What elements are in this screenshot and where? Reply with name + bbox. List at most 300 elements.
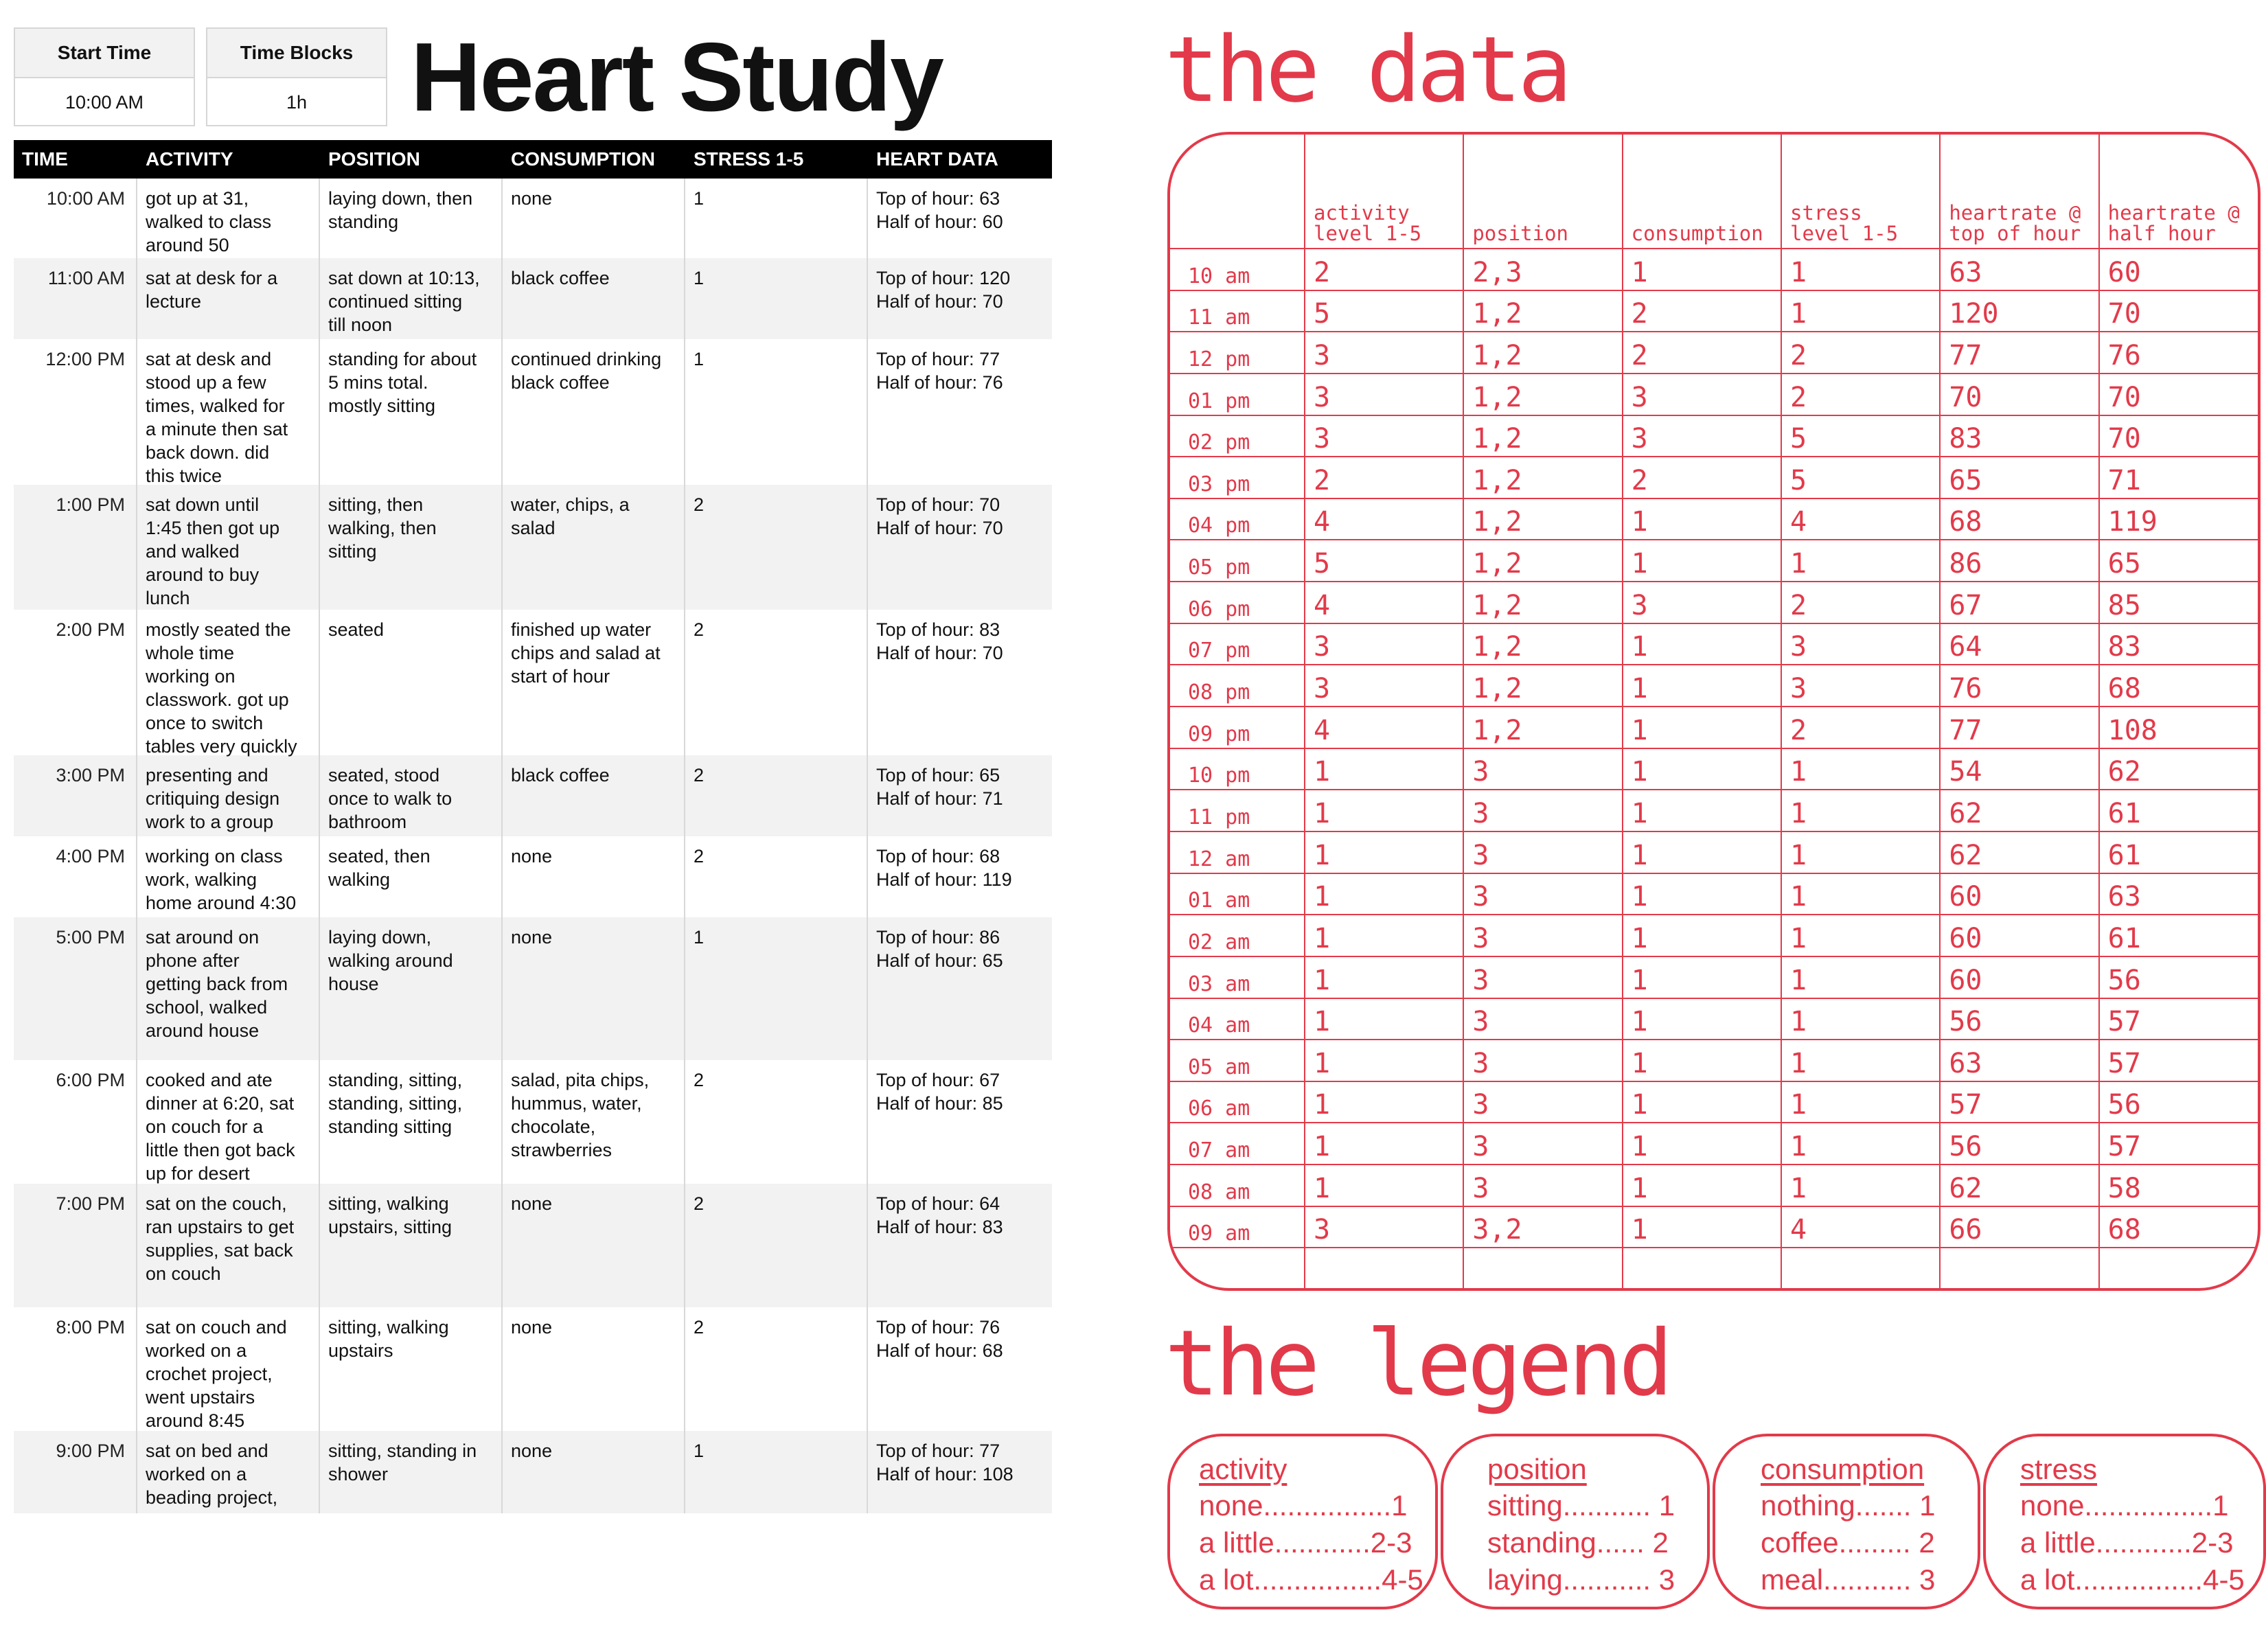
data-time-label: 02 pm [1170, 415, 1305, 457]
time-blocks-label: Time Blocks [207, 29, 386, 78]
data-cell: 61 [2099, 915, 2258, 956]
data-cell: 56 [1940, 1123, 2098, 1165]
sheet-cell-heart[interactable]: Top of hour: 83 Half of hour: 70 [876, 619, 1003, 663]
data-cell: 4 [1781, 1206, 1940, 1248]
sheet-cell-time[interactable]: 4:00 PM [14, 836, 137, 917]
sheet-cell-position[interactable]: sitting, standing in shower [320, 1431, 503, 1513]
data-empty-cell [2099, 1248, 2258, 1288]
data-row [1170, 1040, 2258, 1081]
data-cell: 3 [1463, 998, 1622, 1040]
sheet-cell-stress[interactable]: 1 [685, 917, 868, 1060]
sheet-row [14, 1431, 1052, 1513]
data-table-header [1170, 135, 2258, 249]
data-time-label: 07 pm [1170, 623, 1305, 665]
start-time-value[interactable]: 10:00 AM [65, 91, 144, 113]
data-cell: 68 [2099, 665, 2258, 707]
sheet-row [14, 610, 1052, 755]
data-cell: 1 [1623, 1165, 1781, 1206]
data-cell: 54 [1940, 748, 2098, 790]
sheet-cell-consumption[interactable]: black coffee [503, 755, 685, 836]
data-cell: 108 [2099, 707, 2258, 748]
sheet-cell-heart[interactable]: Top of hour: 68 Half of hour: 119 [876, 846, 1012, 890]
sheet-cell-activity[interactable]: sat on the couch, ran upstairs to get supplies, sat back on couch [137, 1184, 320, 1307]
data-row [1170, 873, 2258, 915]
sheet-cell-position[interactable]: standing, sitting, standing, sitting, standing sitting [320, 1060, 503, 1185]
sheet-cell-stress[interactable]: 2 [685, 610, 868, 758]
data-cell: 1,2 [1463, 707, 1622, 748]
data-cell: 68 [1940, 498, 2098, 540]
sheet-cell-position[interactable]: sitting, then walking, then sitting [320, 485, 503, 610]
data-empty-cell [1305, 1248, 1463, 1288]
sheet-cell-heart[interactable]: Top of hour: 120 Half of hour: 70 [876, 268, 1011, 312]
data-cell: 1 [1781, 1165, 1940, 1206]
data-time-label: 10 pm [1170, 748, 1305, 790]
data-cell: 1 [1305, 748, 1463, 790]
data-cell: 1,2 [1463, 332, 1622, 374]
legend-title: the legend [1165, 1311, 1669, 1416]
data-empty-cell [1781, 1248, 1940, 1288]
data-cell: 1 [1623, 707, 1781, 748]
sheet-cell-consumption[interactable]: none [503, 1431, 685, 1513]
data-row [1170, 332, 2258, 374]
data-cell: 3 [1463, 790, 1622, 831]
data-cell: 2 [1781, 582, 1940, 623]
legend-item: a little............2-3 [1199, 1526, 1412, 1559]
data-row [1170, 457, 2258, 498]
data-row [1170, 415, 2258, 457]
data-cell: 1 [1305, 1040, 1463, 1081]
sheet-cell-consumption[interactable]: salad, pita chips, hummus, water, chocolate, strawberries [503, 1060, 685, 1185]
data-cell: 60 [2099, 249, 2258, 290]
legend-item: standing...... 2 [1487, 1526, 1669, 1559]
data-cell: 3 [1463, 748, 1622, 790]
data-cell: 4 [1305, 582, 1463, 623]
sheet-cell-activity[interactable]: mostly seated the whole time working on classwork. got up once to switch tables very quickly [137, 610, 320, 758]
data-cell: 3 [1623, 374, 1781, 415]
data-cell: 3 [1623, 582, 1781, 623]
data-col-header: heartrate @ half hour [2099, 135, 2258, 249]
sheet-cell-consumption[interactable]: finished up water chips and salad at start of hour [503, 610, 685, 758]
data-row [1170, 998, 2258, 1040]
study-sheet [14, 140, 1052, 1513]
data-cell: 3 [1463, 873, 1622, 915]
start-time-label: Start Time [15, 29, 194, 78]
data-cell: 3 [1463, 915, 1622, 956]
data-cell: 3 [1305, 332, 1463, 374]
sheet-cell-heart[interactable]: Top of hour: 77 Half of hour: 108 [876, 1441, 1014, 1484]
sheet-cell-time[interactable]: 10:00 AM [14, 179, 137, 258]
data-cell: 61 [2099, 790, 2258, 831]
data-time-label: 04 pm [1170, 498, 1305, 540]
data-time-label: 07 am [1170, 1123, 1305, 1165]
data-cell: 4 [1305, 498, 1463, 540]
data-cell: 76 [2099, 332, 2258, 374]
sheet-cell-consumption[interactable]: continued drinking black coffee [503, 339, 685, 487]
data-cell: 1 [1781, 1040, 1940, 1081]
legend-group-title: consumption [1761, 1453, 1925, 1485]
data-table-frame [1167, 132, 2261, 1291]
data-cell: 4 [1781, 498, 1940, 540]
data-cell: 3 [1781, 665, 1940, 707]
data-cell: 70 [1940, 374, 2098, 415]
page-title: Heart Study [411, 23, 943, 132]
sheet-row [14, 1307, 1052, 1431]
data-cell: 63 [1940, 249, 2098, 290]
sheet-cell-heart[interactable]: Top of hour: 70 Half of hour: 70 [876, 494, 1003, 538]
data-cell: 3 [1781, 623, 1940, 665]
data-row [1170, 915, 2258, 956]
data-cell: 1 [1305, 790, 1463, 831]
sheet-col-header[interactable]: HEART DATA [876, 148, 998, 170]
sheet-cell-position[interactable]: seated, stood once to walk to bathroom [320, 755, 503, 836]
data-cell: 70 [2099, 374, 2258, 415]
data-row [1170, 374, 2258, 415]
data-cell: 57 [2099, 998, 2258, 1040]
data-time-label: 02 am [1170, 915, 1305, 956]
sheet-cell-heart[interactable]: Top of hour: 77 Half of hour: 76 [876, 349, 1003, 393]
legend-item: none................1 [1199, 1489, 1408, 1522]
sheet-cell-stress[interactable]: 1 [685, 339, 868, 487]
sheet-cell-time[interactable]: 5:00 PM [14, 917, 137, 1060]
sheet-cell-activity[interactable]: sat down until 1:45 then got up and walked around to buy lunch [137, 485, 320, 610]
time-blocks-value[interactable]: 1h [286, 91, 308, 113]
data-spacer-row [1170, 1248, 2258, 1288]
sheet-cell-position[interactable]: sat down at 10:13, continued sitting till noon [320, 258, 503, 339]
data-cell: 63 [1940, 1040, 2098, 1081]
sheet-cell-time[interactable]: 9:00 PM [14, 1431, 137, 1513]
data-cell: 76 [1940, 665, 2098, 707]
data-cell: 2 [1623, 332, 1781, 374]
sheet-cell-consumption[interactable]: none [503, 917, 685, 1060]
data-cell: 1 [1781, 915, 1940, 956]
data-cell: 2 [1781, 707, 1940, 748]
sheet-cell-stress[interactable]: 2 [685, 1307, 868, 1432]
sheet-col-header[interactable]: STRESS 1-5 [694, 148, 804, 170]
start-time-box[interactable] [14, 27, 195, 126]
sheet-cell-time[interactable]: 2:00 PM [14, 610, 137, 758]
sheet-cell-consumption[interactable]: black coffee [503, 258, 685, 339]
data-cell: 60 [1940, 873, 2098, 915]
data-cell: 62 [1940, 1165, 2098, 1206]
sheet-cell-heart[interactable]: Top of hour: 65 Half of hour: 71 [876, 765, 1003, 809]
sheet-col-header[interactable]: ACTIVITY [146, 148, 233, 170]
data-cell: 120 [1940, 290, 2098, 332]
sheet-cell-consumption[interactable]: none [503, 179, 685, 258]
data-cell: 1 [1623, 998, 1781, 1040]
legend-item: nothing....... 1 [1761, 1489, 1936, 1522]
data-cell: 1 [1305, 1081, 1463, 1123]
sheet-cell-activity[interactable]: sat around on phone after getting back from school, walked around house [137, 917, 320, 1060]
data-cell: 3 [1463, 831, 1622, 873]
legend-item: a little............2-3 [2020, 1526, 2234, 1559]
sheet-cell-stress[interactable]: 2 [685, 1060, 868, 1185]
data-col-header: heartrate @ top of hour [1940, 135, 2098, 249]
sheet-cell-time[interactable]: 12:00 PM [14, 339, 137, 487]
data-col-header: stress level 1-5 [1781, 135, 1940, 249]
data-cell: 2 [1623, 290, 1781, 332]
data-cell: 1 [1623, 498, 1781, 540]
data-time-label: 10 am [1170, 249, 1305, 290]
sheet-row [14, 836, 1052, 917]
data-empty-cell [1170, 1248, 1305, 1288]
sheet-cell-position[interactable]: seated, then walking [320, 836, 503, 917]
data-cell: 57 [2099, 1123, 2258, 1165]
sheet-cell-heart[interactable]: Top of hour: 86 Half of hour: 65 [876, 927, 1003, 971]
data-cell: 77 [1940, 707, 2098, 748]
data-row [1170, 831, 2258, 873]
data-row [1170, 1123, 2258, 1165]
data-cell: 62 [1940, 831, 2098, 873]
data-cell: 1,2 [1463, 415, 1622, 457]
data-cell: 1,2 [1463, 623, 1622, 665]
data-cell: 1 [1623, 748, 1781, 790]
data-cell: 83 [2099, 623, 2258, 665]
sheet-col-header[interactable]: TIME [22, 148, 68, 170]
sheet-cell-activity[interactable]: presenting and critiquing design work to a group [137, 755, 320, 836]
data-time-label: 11 am [1170, 290, 1305, 332]
sheet-row [14, 917, 1052, 1060]
data-cell: 70 [2099, 415, 2258, 457]
data-cell: 62 [2099, 748, 2258, 790]
data-cell: 3 [1463, 1081, 1622, 1123]
legend-group-title: activity [1199, 1453, 1288, 1485]
data-cell: 1 [1623, 1081, 1781, 1123]
sheet-cell-stress[interactable]: 2 [685, 836, 868, 917]
data-cell: 63 [2099, 873, 2258, 915]
data-cell: 1,2 [1463, 540, 1622, 582]
data-cell: 1,2 [1463, 582, 1622, 623]
data-cell: 5 [1781, 457, 1940, 498]
legend-item: coffee......... 2 [1761, 1526, 1935, 1559]
data-cell: 67 [1940, 582, 2098, 623]
sheet-row [14, 755, 1052, 836]
data-cell: 1 [1623, 1040, 1781, 1081]
data-time-label: 09 am [1170, 1206, 1305, 1248]
data-cell: 60 [1940, 956, 2098, 998]
data-empty-cell [1940, 1248, 2098, 1288]
data-cell: 1 [1623, 249, 1781, 290]
data-cell: 1 [1305, 1123, 1463, 1165]
data-cell: 1 [1781, 1081, 1940, 1123]
sheet-cell-activity[interactable]: sat on bed and worked on a beading project, [137, 1431, 320, 1513]
data-row [1170, 748, 2258, 790]
data-time-label: 05 am [1170, 1040, 1305, 1081]
data-cell: 3 [1463, 956, 1622, 998]
sheet-cell-activity[interactable]: sat on couch and worked on a crochet project, went upstairs around 8:45 [137, 1307, 320, 1432]
sheet-body [14, 179, 1052, 1513]
sheet-cell-stress[interactable]: 2 [685, 755, 868, 836]
sheet-cell-position[interactable]: sitting, walking upstairs, sitting [320, 1184, 503, 1307]
legend-item: a lot................4-5 [2020, 1563, 2245, 1596]
legend-item: sitting........... 1 [1487, 1489, 1675, 1522]
data-time-label: 04 am [1170, 998, 1305, 1040]
data-cell: 58 [2099, 1165, 2258, 1206]
data-cell: 56 [1940, 998, 2098, 1040]
sheet-cell-heart[interactable]: Top of hour: 63 Half of hour: 60 [876, 188, 1003, 232]
data-cell: 56 [2099, 1081, 2258, 1123]
legend-activity [1167, 1434, 1438, 1609]
data-col-header [1170, 135, 1305, 249]
data-row [1170, 1206, 2258, 1248]
sheet-cell-consumption[interactable]: none [503, 836, 685, 917]
data-row [1170, 498, 2258, 540]
data-row [1170, 290, 2258, 332]
time-blocks-box[interactable] [206, 27, 387, 126]
sheet-cell-stress[interactable]: 1 [685, 258, 868, 339]
data-row [1170, 582, 2258, 623]
data-row [1170, 790, 2258, 831]
sheet-cell-position[interactable]: seated [320, 610, 503, 758]
data-row [1170, 1081, 2258, 1123]
data-row [1170, 540, 2258, 582]
sheet-cell-time[interactable]: 8:00 PM [14, 1307, 137, 1432]
data-cell: 1,2 [1463, 457, 1622, 498]
data-cell: 1 [1781, 956, 1940, 998]
sheet-cell-stress[interactable]: 2 [685, 485, 868, 610]
sheet-cell-time[interactable]: 6:00 PM [14, 1060, 137, 1185]
data-cell: 1 [1305, 915, 1463, 956]
data-cell: 86 [1940, 540, 2098, 582]
data-time-label: 03 am [1170, 956, 1305, 998]
sheet-cell-stress[interactable]: 1 [685, 1431, 868, 1513]
data-cell: 85 [2099, 582, 2258, 623]
data-cell: 68 [2099, 1206, 2258, 1248]
data-cell: 2 [1623, 457, 1781, 498]
data-cell: 1 [1623, 831, 1781, 873]
data-cell: 4 [1305, 707, 1463, 748]
sheet-row [14, 179, 1052, 258]
data-cell: 1 [1781, 790, 1940, 831]
sheet-cell-consumption[interactable]: none [503, 1307, 685, 1432]
sheet-cell-position[interactable]: standing for about 5 mins total. mostly sitting [320, 339, 503, 487]
sheet-cell-stress[interactable]: 2 [685, 1184, 868, 1307]
data-empty-cell [1463, 1248, 1622, 1288]
data-time-label: 08 pm [1170, 665, 1305, 707]
data-cell: 1 [1781, 1123, 1940, 1165]
data-row [1170, 665, 2258, 707]
data-time-label: 12 am [1170, 831, 1305, 873]
data-cell: 1 [1623, 1206, 1781, 1248]
legend-group-title: position [1487, 1453, 1587, 1485]
data-empty-cell [1623, 1248, 1781, 1288]
sheet-cell-stress[interactable]: 1 [685, 179, 868, 258]
sheet-cell-heart[interactable]: Top of hour: 64 Half of hour: 83 [876, 1193, 1003, 1237]
sheet-cell-time[interactable]: 1:00 PM [14, 485, 137, 610]
data-time-label: 06 pm [1170, 582, 1305, 623]
data-cell: 1 [1623, 956, 1781, 998]
sheet-cell-consumption[interactable]: none [503, 1184, 685, 1307]
data-title: the data [1165, 17, 1568, 123]
data-cell: 1 [1781, 748, 1940, 790]
data-cell: 3 [1463, 1165, 1622, 1206]
data-cell: 1 [1305, 831, 1463, 873]
sheet-header-row [14, 140, 1052, 179]
data-row [1170, 956, 2258, 998]
sheet-cell-position[interactable]: sitting, walking upstairs [320, 1307, 503, 1432]
data-cell: 1 [1623, 623, 1781, 665]
data-table-body [1170, 249, 2258, 1288]
data-row [1170, 1165, 2258, 1206]
sheet-cell-position[interactable]: laying down, then standing [320, 179, 503, 258]
data-time-label: 01 am [1170, 873, 1305, 915]
data-cell: 2 [1305, 249, 1463, 290]
sheet-cell-activity[interactable]: got up at 31, walked to class around 50 [137, 179, 320, 258]
data-cell: 3 [1305, 374, 1463, 415]
data-cell: 1 [1305, 1165, 1463, 1206]
data-cell: 5 [1305, 290, 1463, 332]
data-row [1170, 623, 2258, 665]
data-time-label: 09 pm [1170, 707, 1305, 748]
sheet-col-header[interactable]: CONSUMPTION [511, 148, 655, 170]
data-row [1170, 707, 2258, 748]
data-time-label: 08 am [1170, 1165, 1305, 1206]
data-cell: 1 [1305, 956, 1463, 998]
data-cell: 1 [1781, 540, 1940, 582]
data-cell: 3 [1463, 1123, 1622, 1165]
data-cell: 71 [2099, 457, 2258, 498]
data-cell: 119 [2099, 498, 2258, 540]
sheet-row [14, 1184, 1052, 1307]
sheet-cell-activity[interactable]: sat at desk and stood up a few times, walked for a minute then sat back down. did this twice [137, 339, 320, 487]
data-cell: 3 [1305, 415, 1463, 457]
data-cell: 62 [1940, 790, 2098, 831]
data-cell: 2 [1305, 457, 1463, 498]
sheet-cell-time[interactable]: 3:00 PM [14, 755, 137, 836]
data-cell: 57 [1940, 1081, 2098, 1123]
data-cell: 61 [2099, 831, 2258, 873]
data-cell: 56 [2099, 956, 2258, 998]
sheet-cell-heart[interactable]: Top of hour: 76 Half of hour: 68 [876, 1317, 1003, 1361]
data-time-label: 01 pm [1170, 374, 1305, 415]
data-col-header: activity level 1-5 [1305, 135, 1463, 249]
data-time-label: 11 pm [1170, 790, 1305, 831]
data-cell: 83 [1940, 415, 2098, 457]
data-cell: 77 [1940, 332, 2098, 374]
data-cell: 66 [1940, 1206, 2098, 1248]
sheet-cell-consumption[interactable]: water, chips, a salad [503, 485, 685, 610]
data-col-header: consumption [1623, 135, 1781, 249]
sheet-cell-activity[interactable]: sat at desk for a lecture [137, 258, 320, 339]
data-time-label: 06 am [1170, 1081, 1305, 1123]
data-cell: 70 [2099, 290, 2258, 332]
sheet-cell-activity[interactable]: cooked and ate dinner at 6:20, sat on couch for a little then got back up for desert [137, 1060, 320, 1185]
legend-item: a lot................4-5 [1199, 1563, 1423, 1596]
data-time-label: 03 pm [1170, 457, 1305, 498]
sheet-cell-time[interactable]: 11:00 AM [14, 258, 137, 339]
legend-consumption [1713, 1434, 1980, 1609]
data-row [1170, 249, 2258, 290]
sheet-col-header[interactable]: POSITION [328, 148, 420, 170]
sheet-cell-time[interactable]: 7:00 PM [14, 1184, 137, 1307]
sheet-cell-heart[interactable]: Top of hour: 67 Half of hour: 85 [876, 1070, 1003, 1114]
data-table [1170, 135, 2258, 1288]
data-cell: 2 [1781, 374, 1940, 415]
data-cell: 2,3 [1463, 249, 1622, 290]
data-cell: 3 [1305, 665, 1463, 707]
data-cell: 1 [1781, 249, 1940, 290]
sheet-row [14, 258, 1052, 339]
data-cell: 1 [1623, 790, 1781, 831]
sheet-cell-position[interactable]: laying down, walking around house [320, 917, 503, 1060]
sheet-cell-activity[interactable]: working on class work, walking home around 4:30 [137, 836, 320, 917]
data-cell: 3 [1305, 623, 1463, 665]
data-cell: 3 [1623, 415, 1781, 457]
data-cell: 1 [1623, 1123, 1781, 1165]
sheet-row [14, 339, 1052, 485]
data-cell: 1 [1305, 998, 1463, 1040]
data-cell: 65 [1940, 457, 2098, 498]
data-cell: 2 [1781, 332, 1940, 374]
